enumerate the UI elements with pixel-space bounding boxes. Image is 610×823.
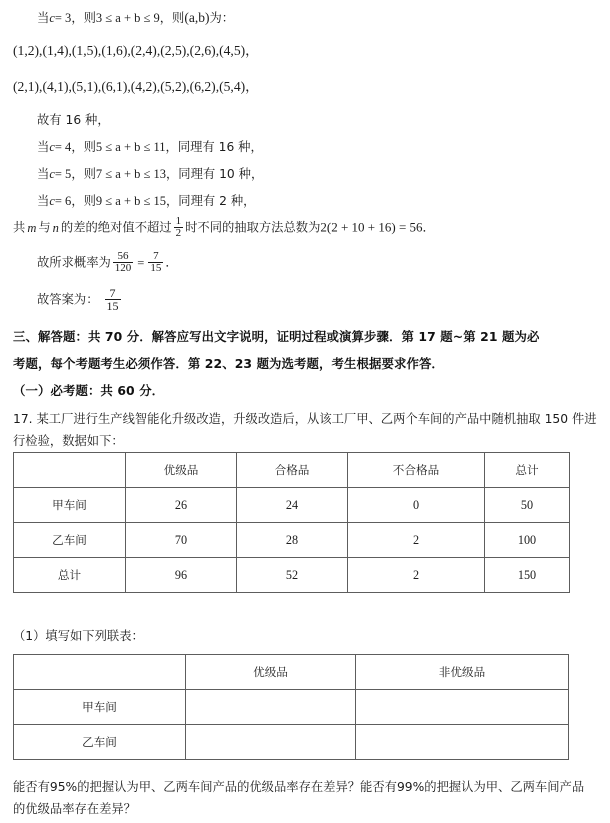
table-row <box>14 690 569 725</box>
fraction-one-half-numerator: 1 <box>175 214 182 227</box>
contingency-table <box>13 654 569 760</box>
stats-row-1-premium: 70 <box>126 523 237 558</box>
probability-period: ． <box>165 255 178 270</box>
total-line-part-3: 时不同的抽取方法总数为 <box>185 220 321 235</box>
fraction-15-denominator: 15 <box>150 261 162 274</box>
table-header-row <box>14 655 569 690</box>
final-answer-fraction <box>105 287 121 312</box>
total-line-period: ． <box>422 220 435 235</box>
contingency-row-1-premium-blank[interactable] <box>186 725 356 760</box>
case-c3-suffix: 为： <box>209 11 235 25</box>
final-answer-denominator: 15 <box>106 298 119 313</box>
fraction-120-denominator: 120 <box>114 261 132 274</box>
question-17-sub1-label: （1）填写如下列联表： <box>13 629 144 643</box>
contingency-row-0-label: 甲车间 <box>14 690 186 725</box>
total-line-mid: 与 <box>38 220 51 235</box>
probability-result-line <box>37 249 178 275</box>
final-answer-prefix: 故答案为： <box>37 292 99 307</box>
question-17-stem-line-1 <box>13 410 597 430</box>
stats-row-1-label: 乙车间 <box>14 523 126 558</box>
contingency-row-0-premium-blank[interactable] <box>186 690 356 725</box>
contingency-header-non-premium: 非优级品 <box>356 655 569 690</box>
total-line-var-m: m <box>27 220 37 235</box>
contingency-row-1-non-premium-blank[interactable] <box>356 725 569 760</box>
case-c4-tail: ，同理有 16 种， <box>165 140 263 154</box>
total-line-expression: 2(2 + 10 + 16) = 56 <box>320 219 423 235</box>
count-16-line: 故有 16 种， <box>37 113 110 127</box>
stats-row-0-label: 甲车间 <box>14 488 126 523</box>
fraction-7-over-15 <box>148 251 163 274</box>
final-answer-line <box>37 285 123 313</box>
fraction-56-numerator: 56 <box>117 249 129 262</box>
solution-case-c6-line <box>37 194 255 209</box>
contingency-row-1-label: 乙车间 <box>14 725 186 760</box>
stats-header-corner <box>14 453 126 488</box>
case-c4-separator: ，则 <box>71 140 96 154</box>
stats-row-2-label: 总计 <box>14 558 126 593</box>
fraction-one-half <box>174 216 184 239</box>
pairs-row-1: (1,2),(1,4),(1,5),(1,6),(2,4),(2,5),(2,6),(4,5)， <box>13 43 259 58</box>
stats-row-1-unqualified: 2 <box>348 523 485 558</box>
stats-row-1-qualified: 28 <box>237 523 348 558</box>
table-row <box>14 558 570 593</box>
question-17-stem-text-1: 某工厂进行生产线智能化升级改造，升级改造后，从该工厂甲、乙两个车间的产品中随机抽取 150 件进 <box>36 412 597 426</box>
case-c6-separator: ，则 <box>71 194 96 208</box>
stats-row-0-qualified: 24 <box>237 488 348 523</box>
case-c4-equation: = 4 <box>54 140 72 154</box>
case-c6-range: 9 ≤ a + b ≤ 15 <box>95 194 166 208</box>
stats-row-0-unqualified: 0 <box>348 488 485 523</box>
stats-row-2-unqualified: 2 <box>348 558 485 593</box>
fraction-7-numerator: 7 <box>153 249 159 262</box>
total-line-part-2: 的差的绝对值不超过 <box>60 220 172 235</box>
case-c3-variable: c <box>49 11 55 25</box>
solution-case-c3-line <box>37 10 234 26</box>
case-c3-separator-2: ，则 <box>159 11 185 25</box>
statistics-table <box>13 452 570 593</box>
total-methods-line <box>13 214 435 240</box>
case-c4-head: 当 <box>37 140 50 154</box>
stats-row-0-total: 50 <box>485 488 570 523</box>
case-c3-separator-1: ，则 <box>71 11 96 25</box>
section-subheading: （一）必考题：共 60 分． <box>13 383 165 398</box>
contingency-header-corner <box>14 655 186 690</box>
section-heading-line-1: 三、解答题：共 70 分．解答应写出文字说明，证明过程或演算步骤．第 17 题~第 21 题为必 <box>13 329 540 344</box>
stats-row-2-qualified: 52 <box>237 558 348 593</box>
final-answer-numerator: 7 <box>109 285 116 300</box>
case-c6-variable: c <box>49 194 55 208</box>
stats-row-2-premium: 96 <box>126 558 237 593</box>
table-row <box>14 523 570 558</box>
stats-header-premium: 优级品 <box>126 453 237 488</box>
table-header-row <box>14 453 570 488</box>
case-c5-range: 7 ≤ a + b ≤ 13 <box>95 167 166 181</box>
case-c4-range: 5 ≤ a + b ≤ 11 <box>95 140 166 154</box>
contingency-header-premium: 优级品 <box>186 655 356 690</box>
stats-row-2-total: 150 <box>485 558 570 593</box>
solution-case-c4-line <box>37 140 263 155</box>
case-c5-variable: c <box>49 167 55 181</box>
probability-equals-sign: = <box>137 255 145 270</box>
stats-row-0-premium: 26 <box>126 488 237 523</box>
contingency-row-0-non-premium-blank[interactable] <box>356 690 569 725</box>
question-17-number: 17. <box>13 412 33 426</box>
section-heading-line-2: 考题，每个考题考生必须作答．第 22、23 题为选考题，考生根据要求作答． <box>13 356 444 371</box>
case-c5-tail: ，同理有 10 种， <box>166 167 264 181</box>
case-c6-equation: = 6 <box>54 194 72 208</box>
stats-header-unqualified: 不合格品 <box>348 453 485 488</box>
total-line-part-1: 共 <box>13 220 26 235</box>
table-row <box>14 725 569 760</box>
question-17-stem-line-2: 行检验，数据如下： <box>13 434 124 448</box>
question-17-sub1-question-line-1: 能否有95%的把握认为甲、乙两车间产品的优级品率存在差异？能否有99%的把握认为甲、乙两车间产品 <box>13 780 585 794</box>
case-c6-tail: ，同理有 2 种， <box>166 194 256 208</box>
case-c5-equation: = 5 <box>54 167 72 181</box>
case-c3-pair-notation: (a,b) <box>184 10 210 25</box>
case-c3-range: 3 ≤ a + b ≤ 9 <box>95 11 160 25</box>
total-line-var-n: n <box>52 220 59 235</box>
fraction-56-over-120 <box>113 251 134 274</box>
question-17-sub1-question-line-2: 的优级品率存在差异？ <box>13 802 136 816</box>
table-row <box>14 488 570 523</box>
solution-case-c5-line <box>37 167 263 182</box>
stats-row-1-total: 100 <box>485 523 570 558</box>
case-c3-prefix: 当 <box>37 11 50 25</box>
probability-prefix: 故所求概率为 <box>37 255 111 270</box>
pairs-row-2: (2,1),(4,1),(5,1),(6,1),(4,2),(5,2),(6,2),(5,4)， <box>13 79 259 94</box>
fraction-one-half-denominator: 2 <box>175 226 182 239</box>
case-c3-equation: = 3 <box>54 11 72 25</box>
case-c5-separator: ，则 <box>71 167 96 181</box>
case-c4-variable: c <box>49 140 55 154</box>
case-c6-head: 当 <box>37 194 50 208</box>
stats-header-total: 总计 <box>485 453 570 488</box>
stats-header-qualified: 合格品 <box>237 453 348 488</box>
case-c5-head: 当 <box>37 167 50 181</box>
